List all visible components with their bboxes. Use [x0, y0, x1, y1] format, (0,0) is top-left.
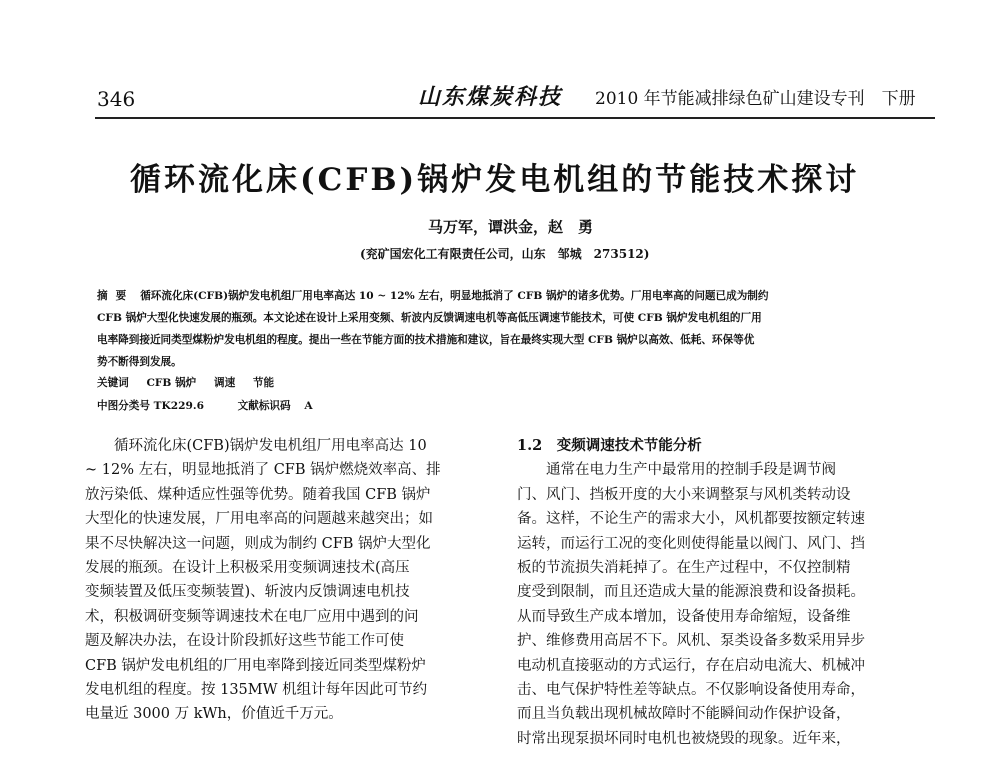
paper-title: 循环流化床(CFB)锅炉发电机组的节能技术探讨 — [130, 162, 860, 198]
paragraph-line: 门、风门、挡板开度的大小来调整泵与风机类转动设 — [517, 486, 851, 503]
keyword: 调速 — [213, 377, 236, 389]
authors: 马万军，谭洪金，赵 勇 — [428, 218, 594, 236]
section-heading: 1.2 变频调速技术节能分析 — [517, 437, 702, 454]
paragraph-line: 大型化的快速发展，厂用电率高的问题越来越突出；如 — [85, 511, 433, 528]
abstract-line: CFB 锅炉大型化快速发展的瓶颈。本文论述在设计上采用变频、斩波内反馈调速电机等高低压调速节能技术，可使 CFB 锅炉发电机组的厂用 — [97, 312, 762, 324]
body-left-column — [85, 434, 495, 727]
abstract — [97, 285, 935, 373]
paragraph-line: 备。这样，不论生产的需求大小，风机都要按额定转速 — [517, 511, 865, 528]
paragraph-line: 电量近 3000 万 kWh，价值近千万元。 — [85, 706, 343, 723]
doc-code: A — [304, 400, 313, 412]
paragraph-line: 电动机直接驱动的方式运行，存在启动电流大、机械冲 — [517, 657, 865, 674]
keywords — [97, 375, 288, 390]
keyword: 节能 — [252, 377, 275, 389]
doc-code-label: 文献标识码 — [237, 400, 291, 412]
paragraph-line: 循环流化床(CFB)锅炉发电机组厂用电率高达 10 — [114, 438, 427, 454]
paragraph-line: 发展的瓶颈。在设计上积极采用变频调速技术(高压 — [85, 560, 410, 577]
affiliation: (兖矿国宏化工有限责任公司，山东 邹城 273512) — [360, 247, 650, 261]
journal-logo: 山东煤炭科技 — [418, 84, 563, 110]
paragraph-line: 度受到限制，而且还造成大量的能源浪费和设备损耗。 — [517, 584, 865, 601]
classification — [97, 398, 313, 413]
abstract-label: 摘要 — [97, 290, 135, 302]
paragraph-line: 从而导致生产成本增加，设备使用寿命缩短，设备维 — [517, 608, 851, 625]
header-rule — [95, 117, 935, 119]
keywords-label: 关键词 — [97, 377, 129, 389]
keyword: CFB 锅炉 — [146, 377, 197, 389]
paragraph-line: ~ 12% 左右，明显地抵消了 CFB 锅炉燃烧效率高、排 — [85, 462, 441, 479]
issue-title: 2010 年节能减排绿色矿山建设专刊 下册 — [595, 89, 916, 109]
paragraph-line: 而且当负载出现机械故障时不能瞬间动作保护设备， — [517, 706, 851, 723]
abstract-line — [97, 285, 935, 307]
paragraph-line: 发电机组的程度。按 135MW 机组计每年因此可节约 — [85, 682, 428, 699]
paragraph-line: 放污染低、煤种适应性强等优势。随着我国 CFB 锅炉 — [85, 486, 431, 503]
classification-code: TK229.6 — [153, 400, 204, 412]
body-right-column — [517, 434, 937, 751]
paragraph-line: 护、维修费用高居不下。风机、泵类设备多数采用异步 — [517, 633, 865, 650]
paragraph-line: CFB 锅炉发电机组的厂用电率降到接近同类型煤粉炉 — [85, 657, 426, 674]
classification-label: 中图分类号 — [97, 400, 150, 412]
abstract-line: 势不断得到发展。 — [97, 356, 182, 368]
page-number: 346 — [97, 87, 136, 111]
abstract-text: 循环流化床(CFB)锅炉发电机组厂用电率高达 10 ~ 12% 左右，明显地抵消了 CFB 锅炉的诸多优势。厂用电率高的问题已成为制约 — [140, 290, 769, 302]
paragraph-line: 时常出现泵损坏同时电机也被烧毁的现象。近年来， — [517, 730, 851, 747]
paragraph-line: 击、电气保护特性差等缺点。不仅影响设备使用寿命， — [517, 682, 865, 699]
paragraph-line: 运转，而运行工况的变化则使得能量以阀门、风门、挡 — [517, 535, 865, 552]
paragraph-line: 果不尽快解决这一问题，则成为制约 CFB 锅炉大型化 — [85, 535, 431, 552]
paragraph-line: 通常在电力生产中最常用的控制手段是调节阀 — [546, 462, 836, 479]
abstract-line: 电率降到接近同类型煤粉炉发电机组的程度。提出一些在节能方面的技术措施和建议，旨在最终实现大型 CFB 锅炉以高效、低耗、环保等优 — [97, 334, 755, 346]
paragraph-line: 变频装置及低压变频装置)、斩波内反馈调速电机技 — [85, 584, 410, 601]
paragraph-line: 板的节流损失消耗掉了。在生产过程中，不仅控制精 — [517, 560, 851, 577]
paragraph-line: 术，积极调研变频等调速技术在电厂应用中遇到的问 — [85, 608, 419, 625]
paragraph-line: 题及解决办法，在设计阶段抓好这些节能工作可使 — [85, 633, 404, 650]
